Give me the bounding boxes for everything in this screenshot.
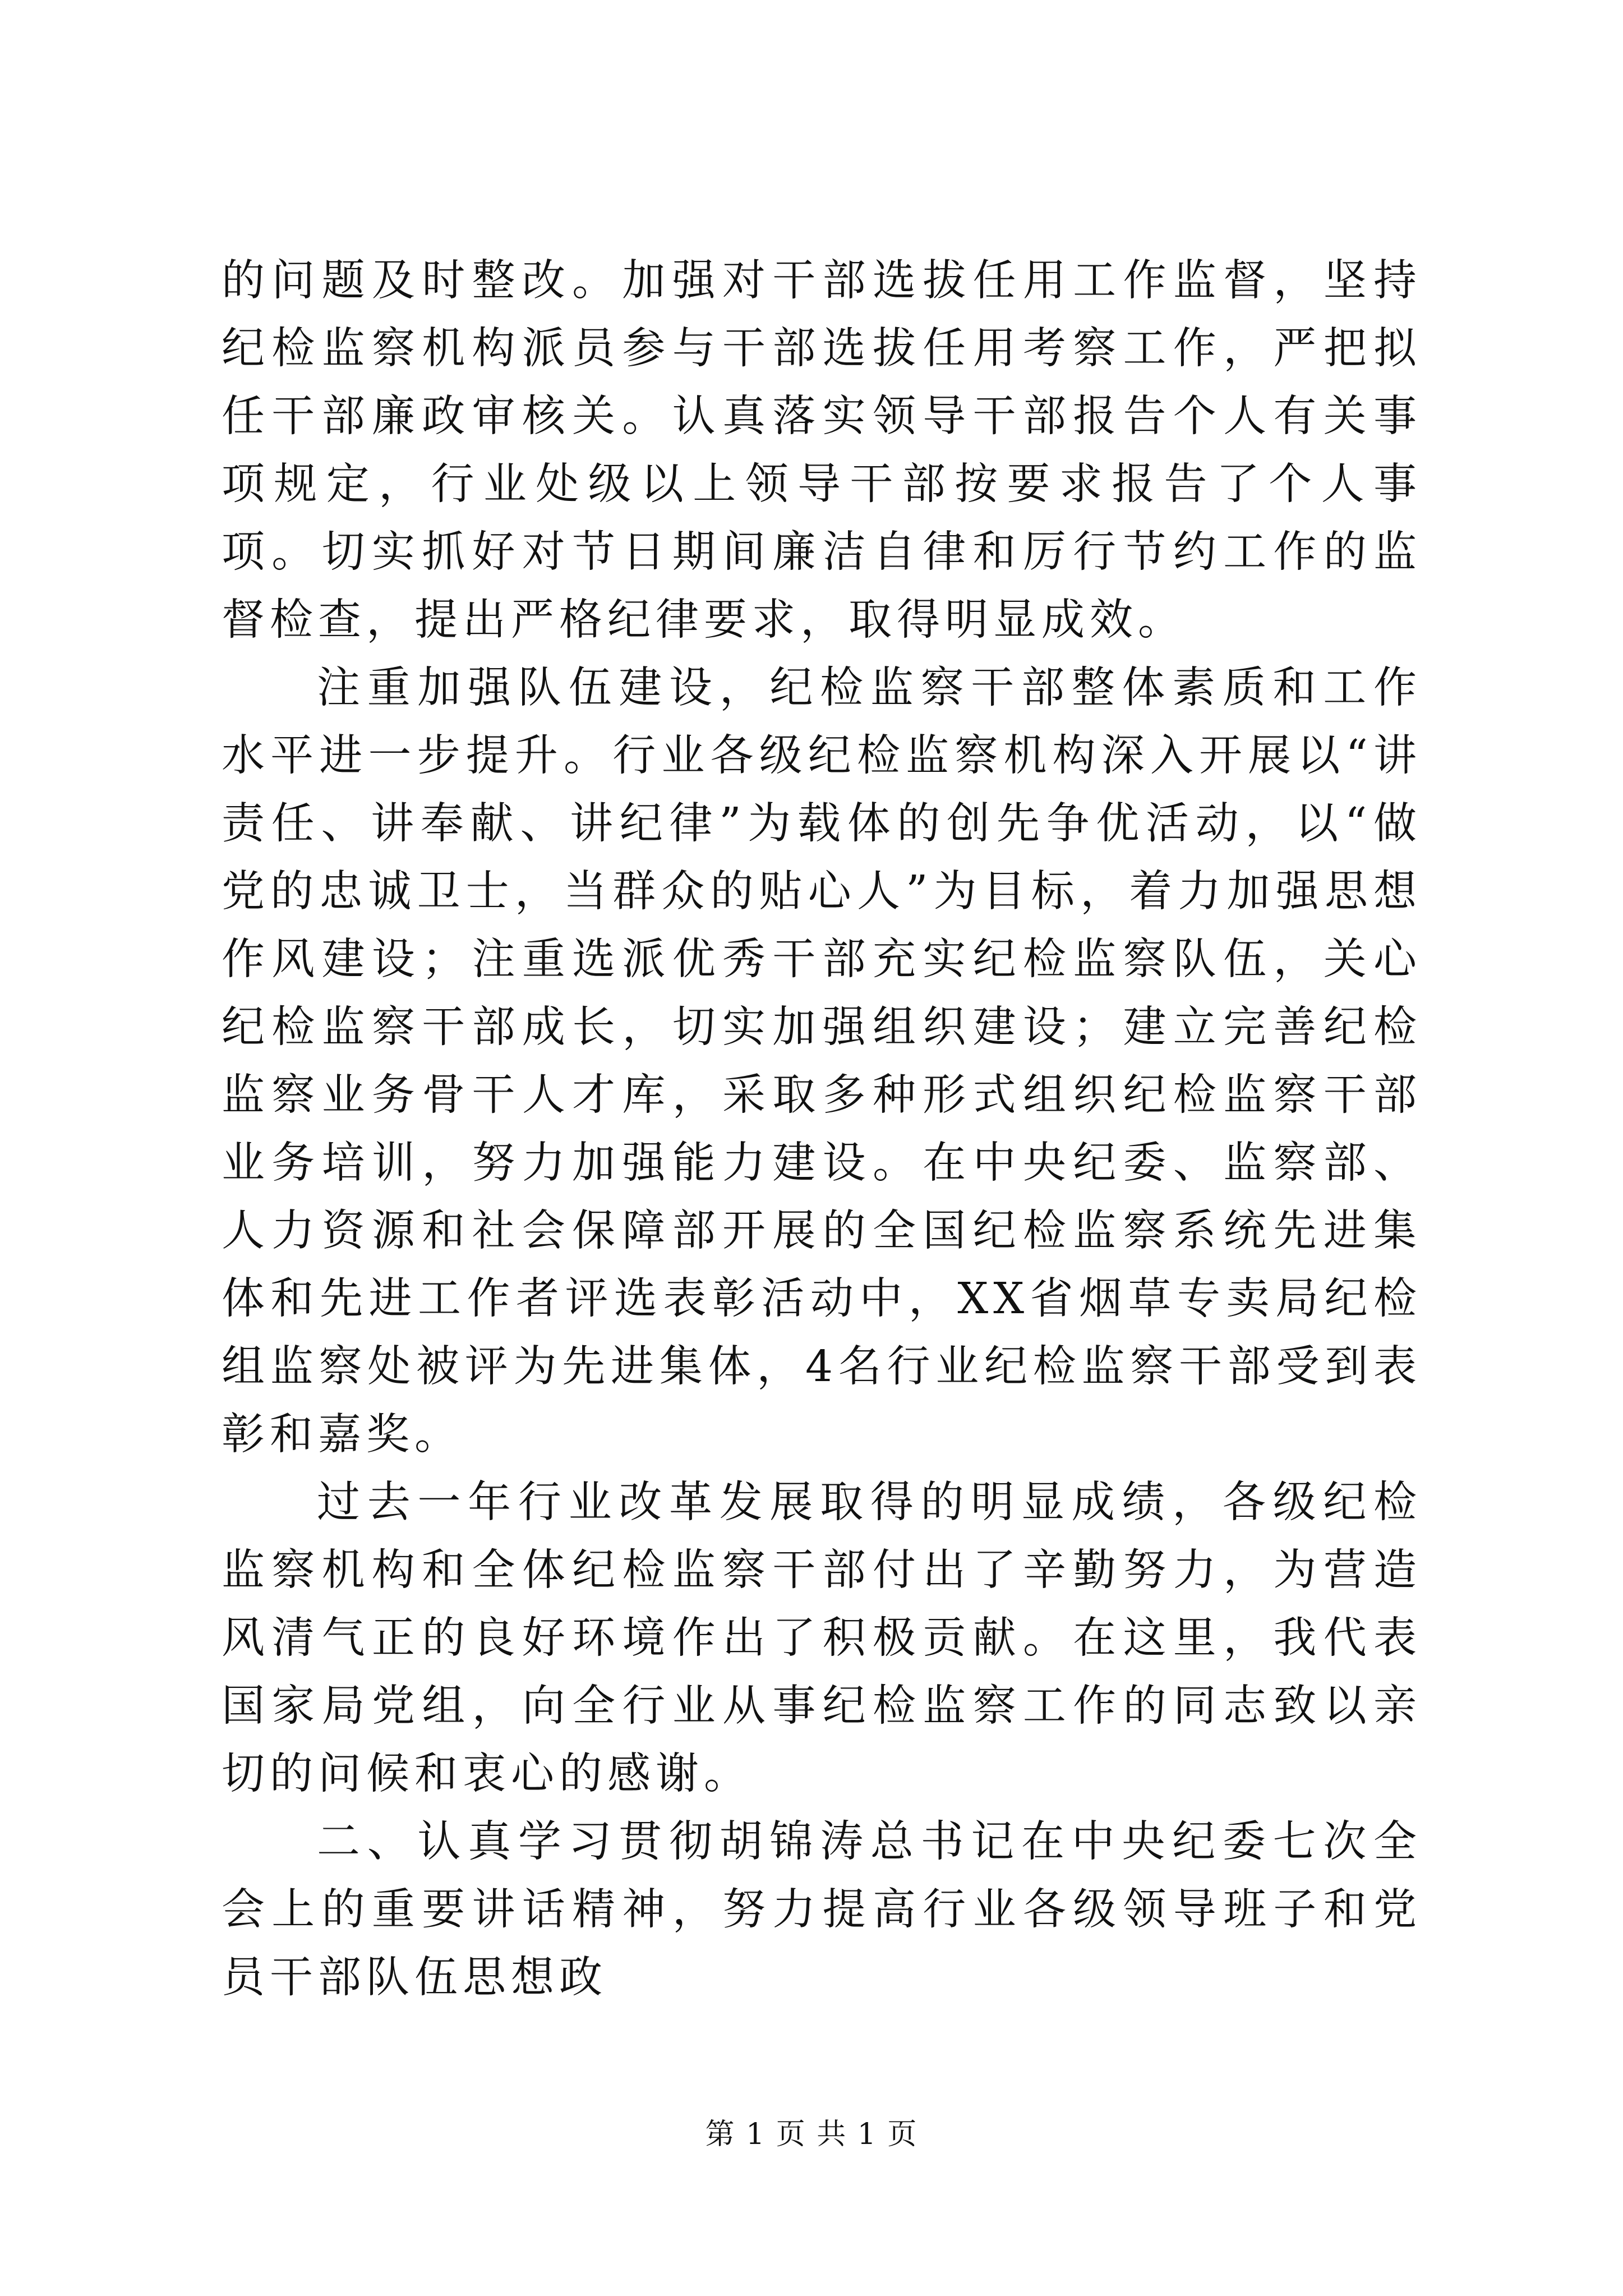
paragraph: 的问题及时整改。加强对干部选拔任用工作监督，坚持纪检监察机构派员参与干部选拔任用考察工作，严把拟任干部廉政审核关。认真落实领导干部报告个人有关事项规定，行业处级以上领导干部按要求报告了个人事项。切实抓好对节日期间廉洁自律和厉行节约工作的监督检查，提出严格纪律要求，取得明显成效。 bbox=[222, 256, 1422, 645]
paragraph: 注重加强队伍建设，纪检监察干部整体素质和工作水平进一步提升。行业各级纪检监察机构深入开展以“讲责任、讲奉献、讲纪律”为载体的创先争优活动，以“做党的忠诚卫士，当群众的贴心人”为目标，着力加强思想作风建设；注重选派优秀干部充实纪检监察队伍，关心纪检监察干部成长，切实加强组织建设；建立完善纪检监察业务骨干人才库，采取多种形式组织纪检监察干部业务培训，努力加强能力建设。在中央纪委、监察部、人力资源和社会保障部开展的全国纪检监察系统先进集体和先进工作者评选表彰活动中，XX省烟草专卖局纪检组监察处被评为先进集体，4名行业纪检监察干部受到表彰和嘉奖。 bbox=[222, 663, 1422, 1460]
document-body bbox=[222, 247, 1422, 2012]
page-footer: 第 1 页 共 1 页 bbox=[705, 2118, 918, 2151]
paragraph: 过去一年行业改革发展取得的明显成绩，各级纪检监察机构和全体纪检监察干部付出了辛勤努力，为营造风清气正的良好环境作出了积极贡献。在这里，我代表国家局党组，向全行业从事纪检监察工作的同志致以亲切的问候和衷心的感谢。 bbox=[222, 1478, 1422, 1799]
paragraph: 二、认真学习贯彻胡锦涛总书记在中央纪委七次全会上的重要讲话精神，努力提高行业各级领导班子和党员干部队伍思想政 bbox=[222, 1817, 1422, 2003]
